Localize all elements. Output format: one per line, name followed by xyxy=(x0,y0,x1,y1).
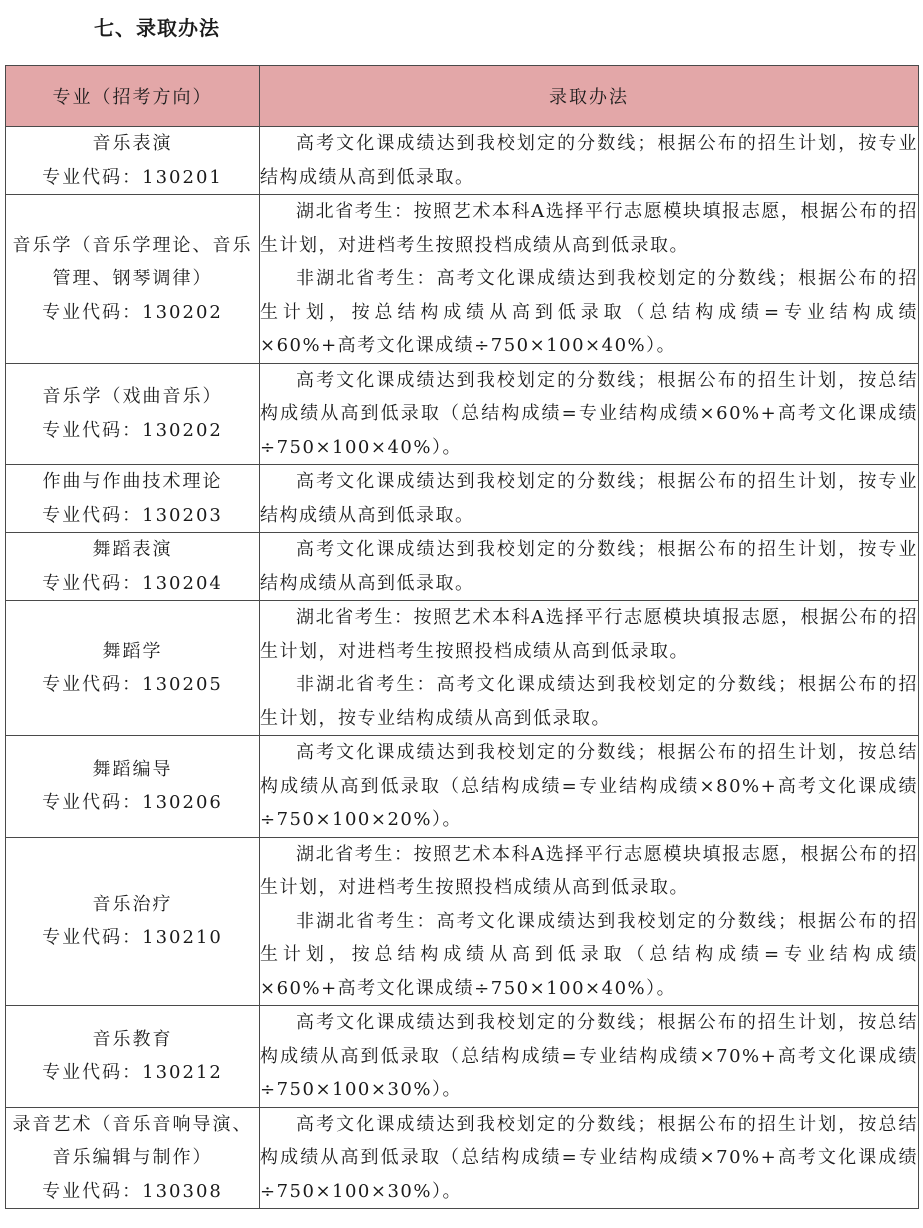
major-cell xyxy=(6,837,260,1006)
table-row xyxy=(6,363,919,465)
major-cell xyxy=(6,533,260,601)
admission-method-paragraph: 湖北省考生：按照艺术本科A选择平行志愿模块填报志愿，根据公布的招生计划，对进档考生按照投档成绩从高到低录取。 xyxy=(260,201,918,256)
major-name: 音乐表演 xyxy=(92,133,173,154)
table-header-row xyxy=(6,66,919,127)
admission-method-paragraph: 高考文化课成绩达到我校划定的分数线；根据公布的招生计划，按总结构成绩从高到低录取（总结构成绩=专业结构成绩×70%+高考文化课成绩÷750×100×30%）。 xyxy=(260,1012,918,1100)
major-cell xyxy=(6,1107,260,1209)
table-row xyxy=(6,601,919,736)
table-row xyxy=(6,736,919,838)
major-code: 专业代码：130210 xyxy=(42,927,223,949)
admission-method-cell xyxy=(260,363,919,465)
major-name: 音乐治疗 xyxy=(92,893,173,915)
admission-method-cell xyxy=(260,837,919,1006)
admission-method-paragraph: 高考文化课成绩达到我校划定的分数线；根据公布的招生计划，按总结构成绩从高到低录取（总结构成绩=专业结构成绩×80%+高考文化课成绩÷750×100×20%）。 xyxy=(260,742,918,830)
major-cell xyxy=(6,601,260,736)
column-header-method: 录取办法 xyxy=(260,66,919,127)
major-name: 音乐学（戏曲音乐） xyxy=(42,386,223,408)
admission-method-paragraph: 非湖北省考生：高考文化课成绩达到我校划定的分数线；根据公布的招生计划，按专业结构成绩从高到低录取。 xyxy=(260,674,918,729)
table-row xyxy=(6,837,919,1006)
major-code: 专业代码：130204 xyxy=(42,572,223,594)
major-cell xyxy=(6,465,260,533)
admission-method-paragraph: 湖北省考生：按照艺术本科A选择平行志愿模块填报志愿，根据公布的招生计划，对进档考生按照投档成绩从高到低录取。 xyxy=(260,607,918,662)
major-code: 专业代码：130205 xyxy=(42,674,223,695)
admission-table xyxy=(5,65,919,1209)
major-cell xyxy=(6,736,260,838)
table-body xyxy=(6,127,919,1209)
major-code: 专业代码：130206 xyxy=(42,792,223,814)
admission-method-cell xyxy=(260,736,919,838)
major-name: 音乐教育 xyxy=(92,1028,173,1050)
major-code: 专业代码：130202 xyxy=(42,301,223,323)
major-name: 音乐学（音乐学理论、音乐管理、钢琴调律） xyxy=(12,234,253,289)
major-name: 录音艺术（音乐音响导演、音乐编辑与制作） xyxy=(12,1113,253,1168)
admission-method-cell xyxy=(260,1006,919,1108)
admission-method-paragraph: 高考文化课成绩达到我校划定的分数线；根据公布的招生计划，按专业结构成绩从高到低录取。 xyxy=(260,539,918,594)
admission-method-cell xyxy=(260,533,919,601)
admission-method-paragraph: 湖北省考生：按照艺术本科A选择平行志愿模块填报志愿，根据公布的招生计划，对进档考生按照投档成绩从高到低录取。 xyxy=(260,843,918,898)
admission-method-paragraph: 非湖北省考生：高考文化课成绩达到我校划定的分数线；根据公布的招生计划，按总结构成绩从高到低录取（总结构成绩=专业结构成绩×60%+高考文化课成绩÷750×100×40%）。 xyxy=(260,910,918,999)
admission-method-paragraph: 高考文化课成绩达到我校划定的分数线；根据公布的招生计划，按专业结构成绩从高到低录取。 xyxy=(260,133,918,188)
major-code: 专业代码：130212 xyxy=(42,1062,223,1084)
column-header-major: 专业（招考方向） xyxy=(6,66,260,127)
major-cell xyxy=(6,363,260,465)
major-code: 专业代码：130308 xyxy=(42,1180,223,1202)
table-row xyxy=(6,127,919,195)
major-cell xyxy=(6,127,260,195)
table-row xyxy=(6,465,919,533)
major-code: 专业代码：130201 xyxy=(42,166,223,188)
major-code: 专业代码：130202 xyxy=(42,419,223,441)
admission-method-paragraph: 高考文化课成绩达到我校划定的分数线；根据公布的招生计划，按总结构成绩从高到低录取（总结构成绩=专业结构成绩×60%+高考文化课成绩÷750×100×40%）。 xyxy=(260,369,918,458)
admission-method-cell xyxy=(260,195,919,364)
major-code: 专业代码：130203 xyxy=(42,504,223,526)
table-row xyxy=(6,1006,919,1108)
section-title: 七、录取办法 xyxy=(94,16,220,40)
major-name: 舞蹈编导 xyxy=(92,758,173,780)
admission-method-paragraph: 非湖北省考生：高考文化课成绩达到我校划定的分数线；根据公布的招生计划，按总结构成绩从高到低录取（总结构成绩=专业结构成绩×60%+高考文化课成绩÷750×100×40%）。 xyxy=(260,268,918,356)
major-cell xyxy=(6,195,260,364)
table-row xyxy=(6,533,919,601)
admission-method-paragraph: 高考文化课成绩达到我校划定的分数线；根据公布的招生计划，按专业结构成绩从高到低录取。 xyxy=(260,471,918,526)
table-row xyxy=(6,195,919,364)
major-name: 作曲与作曲技术理论 xyxy=(42,471,223,492)
admission-method-cell xyxy=(260,127,919,195)
major-name: 舞蹈学 xyxy=(102,640,163,662)
table-row xyxy=(6,1107,919,1209)
major-name: 舞蹈表演 xyxy=(92,539,173,560)
major-cell xyxy=(6,1006,260,1108)
admission-method-paragraph: 高考文化课成绩达到我校划定的分数线；根据公布的招生计划，按总结构成绩从高到低录取（总结构成绩=专业结构成绩×70%+高考文化课成绩÷750×100×30%）。 xyxy=(260,1113,918,1202)
admission-method-cell xyxy=(260,1107,919,1209)
admission-method-cell xyxy=(260,465,919,533)
admission-method-cell xyxy=(260,601,919,736)
